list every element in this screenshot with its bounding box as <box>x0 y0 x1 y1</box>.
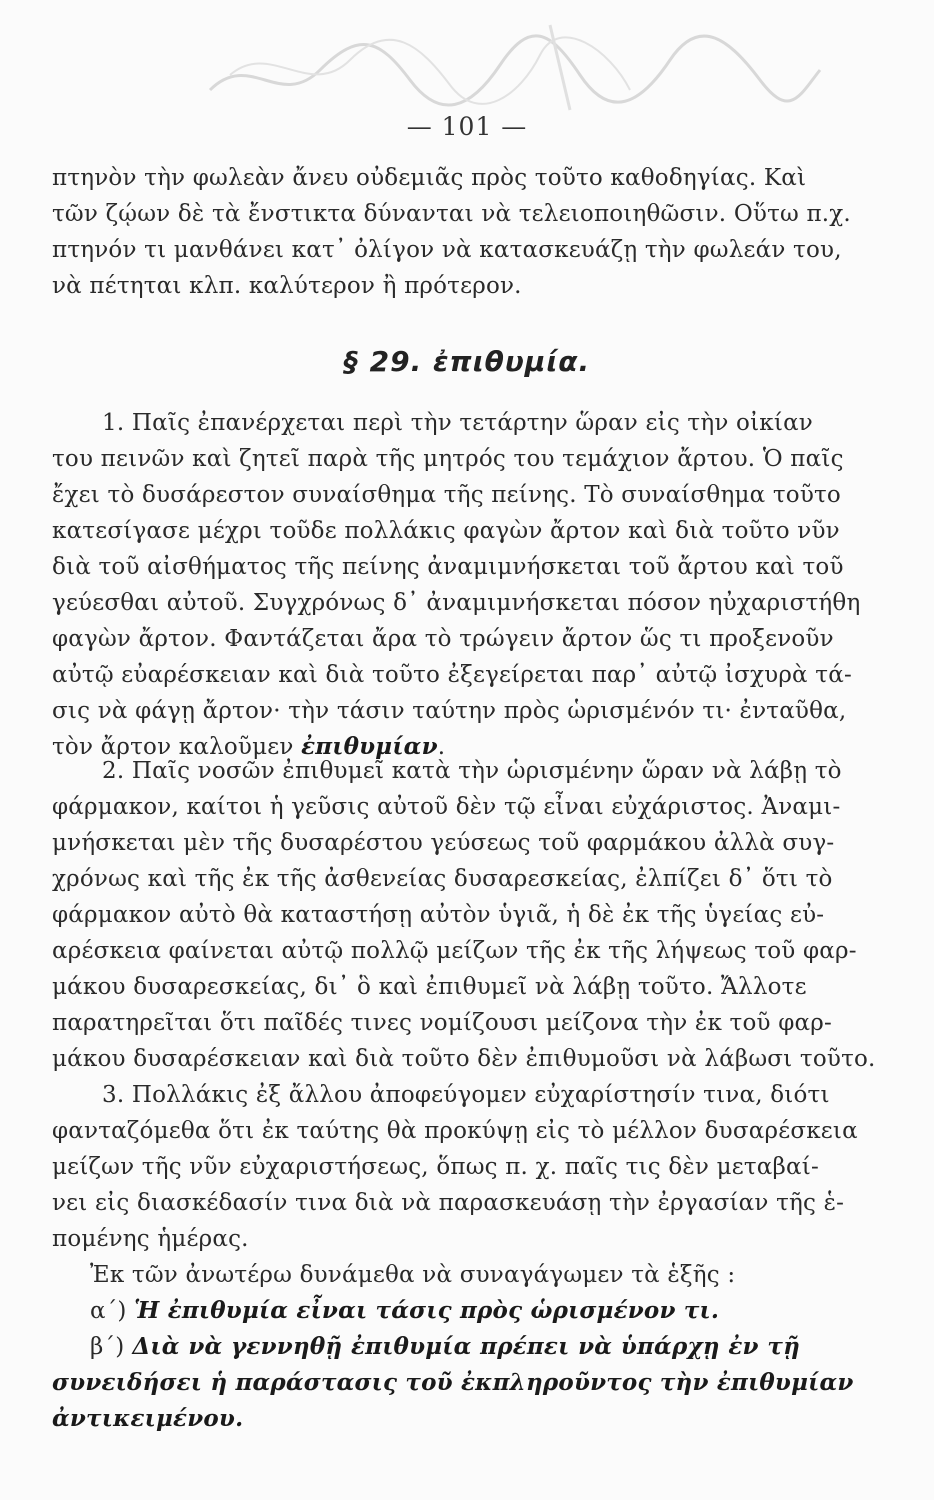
conclusion-b-line3: ἀντικειμένου. <box>52 1405 244 1432</box>
conclusion-b <box>52 1329 800 1365</box>
section-title: § 29. ἐπιθυμία. <box>343 345 591 378</box>
text-line: του πεινῶν καὶ ζητεῖ παρὰ τῆς μητρός του τεμάχιον ἄρτου. Ὁ παῖς <box>52 446 844 472</box>
text-line: χρόνως καὶ τῆς ἐκ τῆς ἀσθενείας δυσαρεσκείας, ἐλπίζει δ᾽ ὅτι τὸ <box>52 866 833 892</box>
text-line: διὰ τοῦ αἰσθήματος τῆς πείνης ἀναμιμνήσκεται τοῦ ἄρτου καὶ τοῦ <box>52 554 844 580</box>
text-line: νὰ πέτηται κλπ. καλύτερον ἢ πρότερον. <box>52 273 522 299</box>
text-line: μάκου δυσαρεσκείας, δι᾽ ὃ καὶ ἐπιθυμεῖ νὰ λάβῃ τοῦτο. Ἄλλοτε <box>52 974 807 1000</box>
text-line: τῶν ζῴων δὲ τὰ ἔνστικτα δύνανται νὰ τελειοποιηθῶσιν. Οὕτω π.χ. <box>52 201 851 227</box>
text-line: σις νὰ φάγῃ ἄρτον· τὴν τάσιν ταύτην πρὸς ὡρισμένόν τι· ἐνταῦθα, <box>52 698 847 724</box>
text-line: φαγὼν ἄρτον. Φαντάζεται ἄρα τὸ τρώγειν ἄρτον ὥς τι προξενοῦν <box>52 626 834 652</box>
conclusion-b-label: β΄) <box>90 1334 125 1360</box>
text-line: μνήσκεται μὲν τῆς δυσαρέστου γεύσεως τοῦ φαρμάκου ἀλλὰ συγ- <box>52 830 835 856</box>
handwritten-signature <box>190 20 830 120</box>
text-line: ἔχει τὸ δυσάρεστον συναίσθημα τῆς πείνης. Τὸ συναίσθημα τοῦτο <box>52 482 841 508</box>
text-line: πτηνόν τι μανθάνει κατ᾽ ὀλίγον νὰ κατασκευάζῃ τὴν φωλεάν του, <box>52 237 842 263</box>
text-line: 2. Παῖς νοσῶν ἐπιθυμεῖ κατὰ τὴν ὡρισμένην ὥραν νὰ λάβῃ τὸ <box>102 758 842 784</box>
line-suffix: . <box>437 734 446 760</box>
text-line: παρατηρεῖται ὅτι παῖδές τινες νομίζουσι μείζονα τὴν ἐκ τοῦ φαρ- <box>52 1010 832 1036</box>
text-line: φάρμακον αὐτὸ θὰ καταστήσῃ αὐτὸν ὑγιᾶ, ἡ δὲ ἐκ τῆς ὑγείας εὐ- <box>52 902 825 928</box>
text-line: μάκου δυσαρέσκειαν καὶ διὰ τοῦτο δὲν ἐπιθυμοῦσι νὰ λάβωσι τοῦτο. <box>52 1046 876 1072</box>
conclusion-b-line2: συνειδήσει ἡ παράστασις τοῦ ἐκπληροῦντος τὴν ἐπιθυμίαν <box>52 1369 854 1396</box>
text-line: μείζων τῆς νῦν εὐχαριστήσεως, ὅπως π. χ. παῖς τις δὲν μεταβαί- <box>52 1154 819 1180</box>
text-line: κατεσίγασε μέχρι τοῦδε πολλάκις φαγὼν ἄρτον καὶ διὰ τοῦτο νῦν <box>52 518 840 544</box>
text-line: 1. Παῖς ἐπανέρχεται περὶ τὴν τετάρτην ὥραν εἰς τὴν οἰκίαν <box>102 410 813 436</box>
text-line: πομένης ἡμέρας. <box>52 1226 249 1252</box>
conclusion-a <box>52 1293 800 1329</box>
text-line: πτηνὸν τὴν φωλεὰν ἄνευ οὐδεμιᾶς πρὸς τοῦτο καθοδηγίας. Καὶ <box>52 165 807 191</box>
term-epithymia: ἐπιθυμίαν <box>301 733 438 760</box>
text-line: φανταζόμεθα ὅτι ἐκ ταύτης θὰ προκύψῃ εἰς τὸ μέλλον δυσαρέσκεια <box>52 1118 858 1144</box>
line-prefix: τὸν ἄρτον καλοῦμεν <box>52 734 294 760</box>
text-line: νει εἰς διασκέδασίν τινα διὰ νὰ παρασκευάσῃ τὴν ἐργασίαν τῆς ἑ- <box>52 1190 845 1216</box>
text-line: φάρμακον, καίτοι ἡ γεῦσις αὐτοῦ δὲν τῷ εἶναι εὐχάριστος. Ἀναμι- <box>52 794 841 820</box>
text-line: Ἐκ τῶν ἀνωτέρω δυνάμεθα νὰ συναγάγωμεν τὰ ἑξῆς : <box>90 1262 736 1288</box>
conclusion-a-text: Ἡ ἐπιθυμία εἶναι τάσις πρὸς ὡρισμένον τι. <box>134 1297 720 1324</box>
text-line: αὐτῷ εὐαρέσκειαν καὶ διὰ τοῦτο ἐξεγείρεται παρ᾽ αὐτῷ ἰσχυρὰ τά- <box>52 662 852 688</box>
text-line: αρέσκεια φαίνεται αὐτῷ πολλῷ μείζων τῆς ἐκ τῆς λήψεως τοῦ φαρ- <box>52 938 857 964</box>
conclusion-a-label: α΄) <box>90 1298 127 1324</box>
text-line: γεύεσθαι αὐτοῦ. Συγχρόνως δ᾽ ἀναμιμνήσκεται πόσον ηὐχαριστήθη <box>52 590 861 616</box>
text-line: 3. Πολλάκις ἐξ ἄλλου ἀποφεύγομεν εὐχαρίστησίν τινα, διότι <box>102 1082 830 1108</box>
conclusion-b-line1: Διὰ νὰ γεννηθῇ ἐπιθυμία πρέπει νὰ ὑπάρχῃ ἐν τῇ <box>132 1333 800 1360</box>
page-number: — 101 — <box>406 112 528 141</box>
